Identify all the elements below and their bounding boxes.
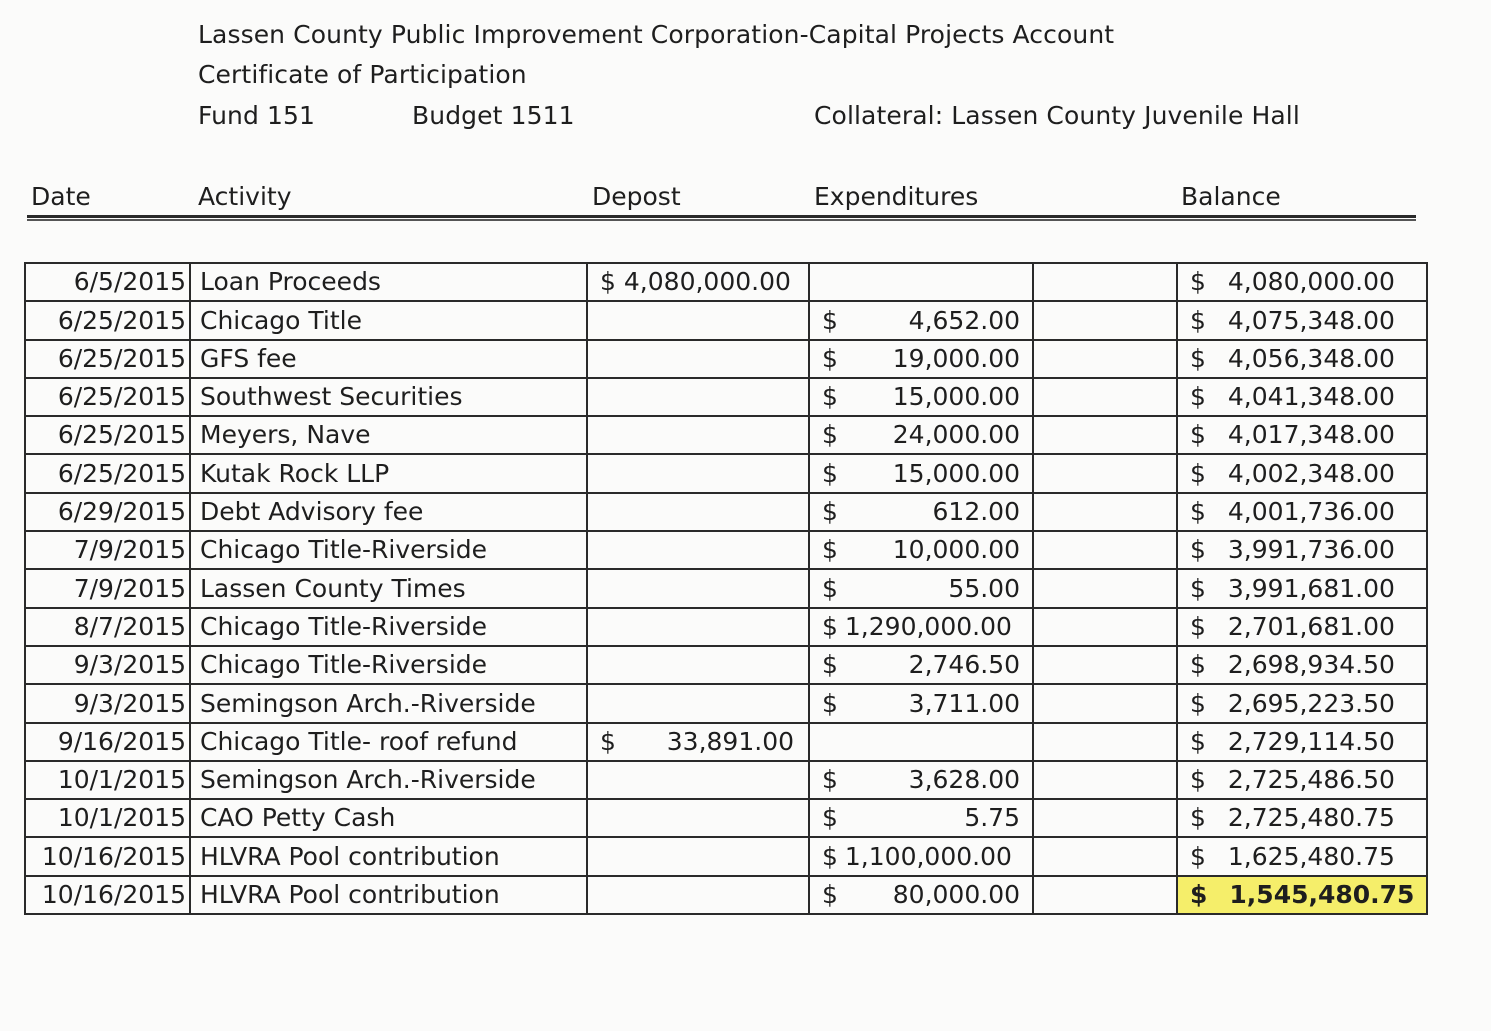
cell-activity: Chicago Title (190, 301, 587, 339)
cell-activity: Semingson Arch.-Riverside (190, 684, 587, 722)
cell-deposit (587, 646, 809, 684)
currency-symbol: $ (822, 573, 838, 603)
cell-deposit (587, 684, 809, 722)
currency-symbol: $ (1190, 267, 1206, 297)
amount-value: 2,725,486.50 (1227, 765, 1395, 795)
cell-date: 6/5/2015 (25, 263, 190, 301)
amount-value: 612.00 (932, 497, 1020, 527)
cell-deposit (587, 761, 809, 799)
cell-expenditure (809, 263, 1033, 301)
amount-value: 1,100,000.00 (844, 841, 1012, 871)
cell-balance (1177, 454, 1427, 492)
currency-symbol: $ (822, 611, 838, 641)
currency-symbol: $ (822, 382, 838, 412)
cell-date: 6/25/2015 (25, 378, 190, 416)
cell-expenditure (809, 531, 1033, 569)
cell-blank (1033, 684, 1177, 722)
currency-symbol: $ (1190, 497, 1206, 527)
cell-balance (1177, 799, 1427, 837)
currency-symbol: $ (600, 267, 616, 297)
cell-balance (1177, 569, 1427, 607)
document-subtitle: Certificate of Participation (198, 60, 527, 89)
cell-deposit (587, 569, 809, 607)
cell-expenditure (809, 416, 1033, 454)
cell-activity: HLVRA Pool contribution (190, 837, 587, 875)
cell-blank (1033, 837, 1177, 875)
cell-balance (1177, 340, 1427, 378)
cell-deposit (587, 340, 809, 378)
currency-symbol: $ (822, 343, 838, 373)
cell-expenditure (809, 608, 1033, 646)
cell-expenditure (809, 569, 1033, 607)
currency-symbol: $ (600, 726, 616, 756)
currency-symbol: $ (1190, 765, 1206, 795)
fund-label: Fund 151 (198, 101, 316, 130)
amount-value: 3,628.00 (908, 765, 1020, 795)
amount-value: 19,000.00 (892, 343, 1020, 373)
cell-blank (1033, 569, 1177, 607)
table-row (25, 837, 1427, 875)
table-row (25, 493, 1427, 531)
cell-activity: GFS fee (190, 340, 587, 378)
cell-deposit (587, 876, 809, 914)
cell-blank (1033, 493, 1177, 531)
budget-label: Budget 1511 (412, 101, 575, 130)
cell-expenditure (809, 799, 1033, 837)
cell-expenditure (809, 646, 1033, 684)
cell-deposit (587, 416, 809, 454)
document-title: Lassen County Public Improvement Corporation-Capital Projects Account (198, 20, 1115, 49)
cell-deposit (587, 723, 809, 761)
cell-blank (1033, 454, 1177, 492)
amount-value: 3,991,736.00 (1227, 535, 1395, 565)
currency-symbol: $ (822, 305, 838, 335)
cell-deposit (587, 454, 809, 492)
cell-activity: Meyers, Nave (190, 416, 587, 454)
cell-deposit (587, 493, 809, 531)
currency-symbol: $ (1190, 343, 1206, 373)
header-divider-secondary (27, 219, 1416, 221)
cell-balance (1177, 646, 1427, 684)
currency-symbol: $ (822, 765, 838, 795)
column-header-activity: Activity (198, 182, 292, 211)
table-row (25, 263, 1427, 301)
currency-symbol: $ (822, 803, 838, 833)
cell-date: 8/7/2015 (25, 608, 190, 646)
table-row (25, 531, 1427, 569)
cell-expenditure (809, 876, 1033, 914)
cell-expenditure (809, 301, 1033, 339)
amount-value: 4,080,000.00 (1227, 267, 1395, 297)
header-divider (27, 215, 1416, 218)
cell-blank (1033, 301, 1177, 339)
amount-value: 4,002,348.00 (1227, 458, 1395, 488)
cell-balance (1177, 378, 1427, 416)
cell-balance (1177, 761, 1427, 799)
cell-date: 10/16/2015 (25, 876, 190, 914)
cell-activity: Loan Proceeds (190, 263, 587, 301)
table-row (25, 608, 1427, 646)
table-row (25, 454, 1427, 492)
column-header-expenditures: Expenditures (814, 182, 979, 211)
table-row (25, 723, 1427, 761)
table-row (25, 876, 1427, 914)
amount-value: 4,652.00 (908, 305, 1020, 335)
cell-date: 9/3/2015 (25, 684, 190, 722)
cell-blank (1033, 340, 1177, 378)
cell-expenditure (809, 723, 1033, 761)
cell-activity: Chicago Title-Riverside (190, 646, 587, 684)
cell-date: 9/3/2015 (25, 646, 190, 684)
amount-value: 4,075,348.00 (1227, 305, 1395, 335)
table-row (25, 301, 1427, 339)
cell-balance (1177, 301, 1427, 339)
amount-value: 4,056,348.00 (1227, 343, 1395, 373)
amount-value: 3,711.00 (908, 688, 1020, 718)
cell-activity: Lassen County Times (190, 569, 587, 607)
amount-value: 1,545,480.75 (1229, 880, 1415, 910)
cell-date: 10/1/2015 (25, 761, 190, 799)
cell-date: 7/9/2015 (25, 531, 190, 569)
currency-symbol: $ (822, 650, 838, 680)
cell-activity: Southwest Securities (190, 378, 587, 416)
table-row (25, 684, 1427, 722)
column-header-deposit: Depost (592, 182, 681, 211)
cell-blank (1033, 646, 1177, 684)
cell-date: 6/25/2015 (25, 301, 190, 339)
cell-activity: Debt Advisory fee (190, 493, 587, 531)
amount-value: 4,017,348.00 (1227, 420, 1395, 450)
currency-symbol: $ (822, 497, 838, 527)
collateral-label: Collateral: Lassen County Juvenile Hall (814, 101, 1300, 130)
currency-symbol: $ (1190, 458, 1206, 488)
cell-activity: Semingson Arch.-Riverside (190, 761, 587, 799)
cell-deposit (587, 608, 809, 646)
cell-deposit (587, 799, 809, 837)
currency-symbol: $ (1190, 382, 1206, 412)
amount-value: 4,080,000.00 (623, 267, 791, 297)
cell-activity: CAO Petty Cash (190, 799, 587, 837)
cell-date: 6/25/2015 (25, 340, 190, 378)
cell-blank (1033, 263, 1177, 301)
cell-balance (1177, 493, 1427, 531)
currency-symbol: $ (1190, 726, 1206, 756)
currency-symbol: $ (822, 688, 838, 718)
amount-value: 3,991,681.00 (1227, 573, 1395, 603)
column-header-date: Date (31, 182, 91, 211)
ledger-body (25, 263, 1427, 914)
currency-symbol: $ (1190, 880, 1208, 910)
ledger-table (24, 262, 1428, 915)
cell-deposit (587, 301, 809, 339)
currency-symbol: $ (822, 420, 838, 450)
currency-symbol: $ (1190, 305, 1206, 335)
cell-balance (1177, 684, 1427, 722)
amount-value: 2,729,114.50 (1227, 726, 1395, 756)
cell-balance (1177, 531, 1427, 569)
cell-date: 10/16/2015 (25, 837, 190, 875)
cell-blank (1033, 876, 1177, 914)
table-row (25, 646, 1427, 684)
amount-value: 10,000.00 (892, 535, 1020, 565)
amount-value: 24,000.00 (892, 420, 1020, 450)
cell-deposit (587, 263, 809, 301)
amount-value: 2,695,223.50 (1227, 688, 1395, 718)
cell-balance (1177, 263, 1427, 301)
cell-date: 7/9/2015 (25, 569, 190, 607)
currency-symbol: $ (1190, 611, 1206, 641)
currency-symbol: $ (1190, 650, 1206, 680)
currency-symbol: $ (822, 880, 838, 910)
amount-value: 4,041,348.00 (1227, 382, 1395, 412)
amount-value: 55.00 (948, 573, 1020, 603)
currency-symbol: $ (1190, 573, 1206, 603)
cell-blank (1033, 531, 1177, 569)
cell-activity: Chicago Title-Riverside (190, 531, 587, 569)
table-row (25, 569, 1427, 607)
amount-value: 15,000.00 (892, 458, 1020, 488)
amount-value: 2,746.50 (908, 650, 1020, 680)
currency-symbol: $ (1190, 535, 1206, 565)
amount-value: 1,290,000.00 (844, 611, 1012, 641)
currency-symbol: $ (822, 535, 838, 565)
cell-blank (1033, 723, 1177, 761)
cell-deposit (587, 837, 809, 875)
amount-value: 5.75 (964, 803, 1020, 833)
cell-balance (1177, 837, 1427, 875)
cell-balance (1177, 876, 1427, 914)
amount-value: 1,625,480.75 (1227, 841, 1395, 871)
amount-value: 4,001,736.00 (1227, 497, 1395, 527)
table-row (25, 799, 1427, 837)
amount-value: 80,000.00 (892, 880, 1020, 910)
table-row (25, 761, 1427, 799)
currency-symbol: $ (822, 841, 838, 871)
table-row (25, 340, 1427, 378)
cell-balance (1177, 608, 1427, 646)
cell-expenditure (809, 684, 1033, 722)
amount-value: 2,701,681.00 (1227, 611, 1395, 641)
currency-symbol: $ (1190, 841, 1206, 871)
cell-activity: HLVRA Pool contribution (190, 876, 587, 914)
cell-expenditure (809, 454, 1033, 492)
table-row (25, 416, 1427, 454)
cell-balance (1177, 723, 1427, 761)
cell-expenditure (809, 761, 1033, 799)
cell-blank (1033, 416, 1177, 454)
amount-value: 2,725,480.75 (1227, 803, 1395, 833)
amount-value: 33,891.00 (666, 726, 794, 756)
cell-balance (1177, 416, 1427, 454)
cell-date: 9/16/2015 (25, 723, 190, 761)
cell-expenditure (809, 493, 1033, 531)
cell-activity: Chicago Title- roof refund (190, 723, 587, 761)
cell-activity: Chicago Title-Riverside (190, 608, 587, 646)
amount-value: 15,000.00 (892, 382, 1020, 412)
cell-blank (1033, 761, 1177, 799)
currency-symbol: $ (1190, 420, 1206, 450)
cell-deposit (587, 378, 809, 416)
currency-symbol: $ (1190, 803, 1206, 833)
cell-blank (1033, 378, 1177, 416)
cell-blank (1033, 608, 1177, 646)
currency-symbol: $ (822, 458, 838, 488)
cell-date: 6/25/2015 (25, 454, 190, 492)
cell-expenditure (809, 378, 1033, 416)
amount-value: 2,698,934.50 (1227, 650, 1395, 680)
column-header-balance: Balance (1181, 182, 1281, 211)
table-row (25, 378, 1427, 416)
currency-symbol: $ (1190, 688, 1206, 718)
cell-date: 6/25/2015 (25, 416, 190, 454)
cell-activity: Kutak Rock LLP (190, 454, 587, 492)
cell-deposit (587, 531, 809, 569)
cell-date: 10/1/2015 (25, 799, 190, 837)
cell-date: 6/29/2015 (25, 493, 190, 531)
cell-blank (1033, 799, 1177, 837)
cell-expenditure (809, 837, 1033, 875)
cell-expenditure (809, 340, 1033, 378)
